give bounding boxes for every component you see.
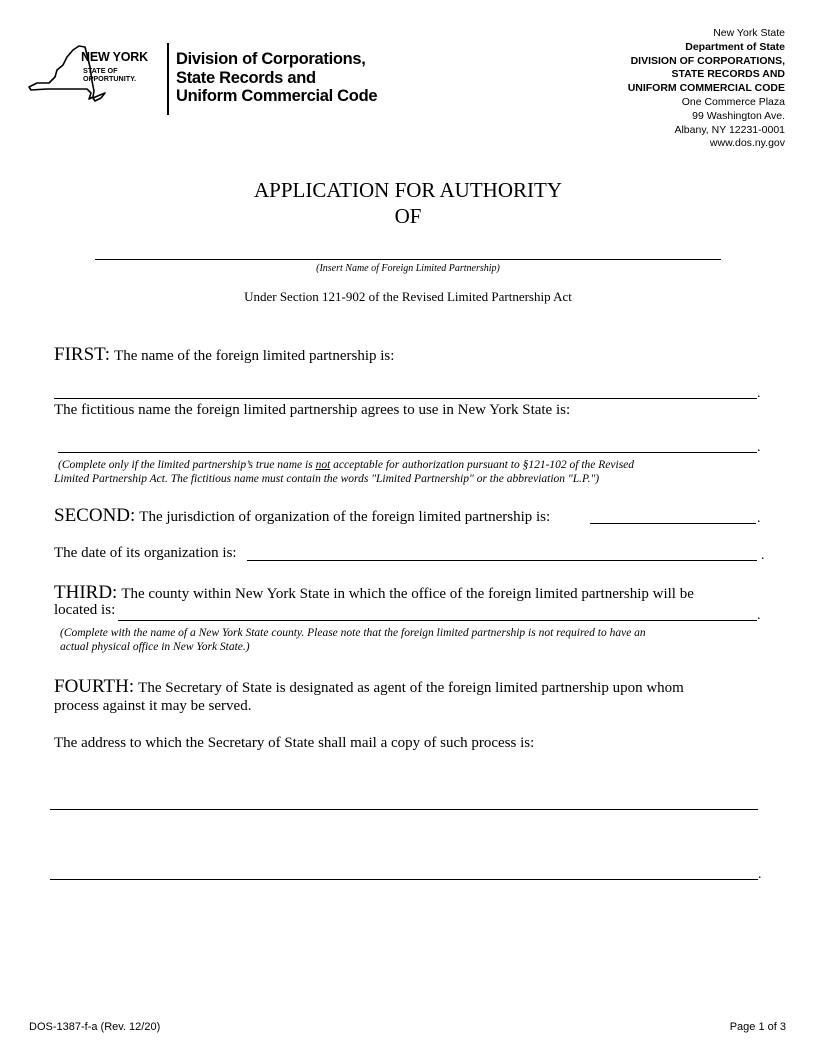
- address-line7: 99 Washington Ave.: [692, 109, 785, 122]
- form-number: DOS-1387-f-a (Rev. 12/20): [29, 1021, 161, 1033]
- fourth-text: The Secretary of State is designated as agent of the foreign limited partnership upon whom: [138, 680, 684, 696]
- second-heading: SECOND:: [54, 505, 136, 526]
- first-note-line1: [54, 459, 774, 473]
- third-note: [60, 627, 780, 654]
- statute-reference: Under Section 121-902 of the Revised Limited Partnership Act: [244, 289, 572, 304]
- first-heading: FIRST:: [54, 344, 111, 365]
- logo-division-line2: State Records and: [176, 68, 316, 87]
- fourth-text-line2: process against it may be served.: [54, 698, 252, 714]
- fictitious-name-text: The fictitious name the foreign limited partnership agrees to use in New York State is:: [54, 402, 571, 418]
- address-line5: UNIFORM COMMERCIAL CODE: [627, 82, 785, 95]
- first-text: The name of the foreign limited partnership is:: [114, 348, 395, 364]
- dos-logo: [27, 40, 407, 116]
- third-text-line2: located is:: [54, 602, 116, 618]
- logo-wordmark: NEW YORK: [81, 50, 148, 64]
- period: .: [757, 608, 761, 623]
- address-line8: Albany, NY 12231-0001: [674, 123, 785, 136]
- partnership-name-line[interactable]: [95, 259, 721, 260]
- third-section: [54, 582, 774, 619]
- address-website: www.dos.ny.gov: [709, 137, 785, 150]
- logo-division-line3: Uniform Commercial Code: [176, 87, 378, 105]
- agency-address: [628, 27, 785, 151]
- mailing-address-field-line1[interactable]: [50, 809, 758, 810]
- address-line6: One Commerce Plaza: [681, 95, 785, 108]
- fictitious-name-field[interactable]: [58, 452, 757, 453]
- first-section: [54, 344, 394, 366]
- second-section: [54, 505, 550, 527]
- logo-divider: [167, 43, 169, 115]
- first-note-line2: Limited Partnership Act. The fictitious name must contain the words "Limited Partnership" or the abbreviation "L.P."): [54, 472, 600, 485]
- period: .: [761, 548, 765, 563]
- organization-date-field[interactable]: [247, 560, 757, 561]
- jurisdiction-field[interactable]: [590, 523, 756, 524]
- logo-division-line1: Division of Corporations,: [176, 50, 366, 68]
- first-note-part1: (Complete only if the limited partnership’s true name is: [58, 459, 316, 471]
- address-line4: STATE RECORDS AND: [671, 68, 785, 81]
- mailing-address-text: The address to which the Secretary of State shall mail a copy of such process is:: [54, 735, 535, 751]
- first-note-part2: acceptable for authorization pursuant to §121-102 of the Revised: [330, 459, 635, 471]
- address-line3: DIVISION OF CORPORATIONS,: [630, 54, 785, 67]
- first-note-emphasis: not: [315, 459, 331, 471]
- partnership-name-caption: (Insert Name of Foreign Limited Partnership): [316, 263, 500, 274]
- mailing-address-field-line2[interactable]: [50, 879, 758, 880]
- period: .: [757, 386, 761, 401]
- county-field[interactable]: [118, 620, 757, 621]
- address-line2: Department of State: [685, 40, 785, 53]
- fourth-section: [54, 676, 774, 715]
- third-note-line1: (Complete with the name of a New York State county. Please note that the foreign limited partnership is not required to have an: [60, 627, 646, 639]
- third-note-line2: actual physical office in New York State.): [60, 640, 250, 653]
- organization-date-text: The date of its organization is:: [54, 545, 237, 561]
- third-text: The county within New York State in which the office of the foreign limited partnership will be: [121, 586, 694, 602]
- page-number: Page 1 of 3: [729, 1021, 786, 1033]
- logo-tagline: [83, 67, 136, 82]
- logo-division-name: [176, 50, 377, 106]
- first-note: [54, 459, 774, 486]
- partnership-name-field[interactable]: [54, 398, 757, 399]
- address-line1: New York State: [713, 27, 785, 39]
- page-title: [0, 177, 816, 229]
- title-line2: OF: [394, 204, 422, 228]
- fourth-heading: FOURTH:: [54, 676, 135, 697]
- title-line1: APPLICATION FOR AUTHORITY: [253, 178, 563, 202]
- logo-tagline-line2: OPPORTUNITY.: [83, 73, 137, 83]
- third-heading: THIRD:: [54, 582, 118, 603]
- second-text: The jurisdiction of organization of the foreign limited partnership is:: [139, 509, 551, 525]
- logo-tagline-line1: STATE OF: [83, 66, 118, 75]
- period: .: [757, 440, 761, 455]
- period: .: [758, 867, 762, 882]
- period: .: [757, 511, 761, 526]
